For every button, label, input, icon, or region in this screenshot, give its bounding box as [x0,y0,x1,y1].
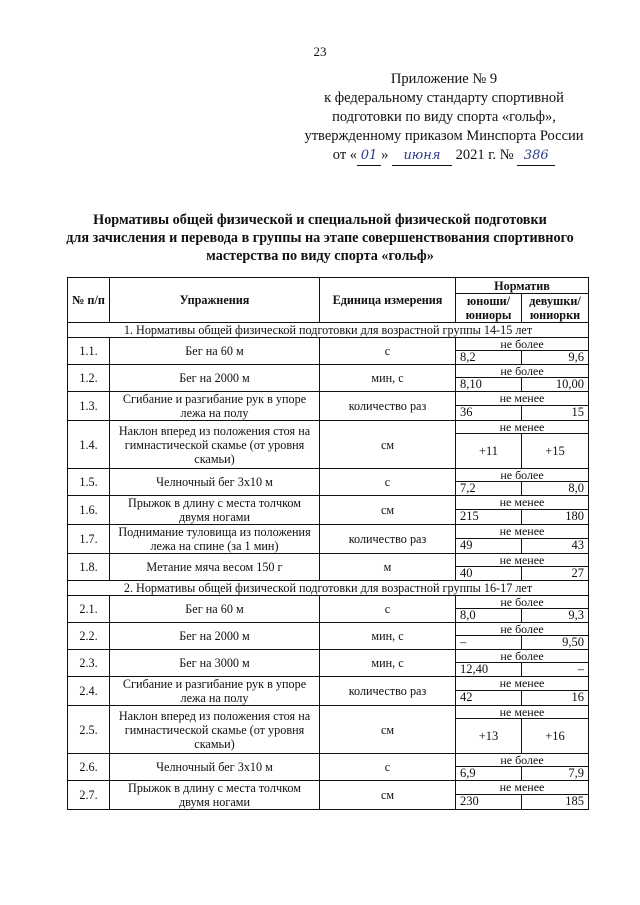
unit-of-measure: см [320,781,456,810]
table-row [68,554,589,567]
document-title [40,211,600,265]
norm-girls-value: 16 [522,690,589,705]
date-quote-close: » [381,147,389,163]
header-unit: Единица измерения [320,278,456,323]
row-number: 2.7. [68,781,110,810]
header-boys: юноши/ юниоры [456,294,522,323]
table-row [68,525,589,539]
unit-of-measure: с [320,596,456,623]
row-number: 2.4. [68,677,110,706]
exercise-name: Наклон вперед из положения стоя на гимнастической скамье (от уровня скамьи) [110,706,320,754]
table-row [68,469,589,482]
row-number: 1.1. [68,338,110,365]
table-row [68,365,589,378]
appendix-line-standard: к федеральному стандарту спортивной [324,90,564,106]
row-number: 1.6. [68,496,110,525]
norm-boys-value: 49 [456,538,522,553]
norms-table [67,277,589,810]
table-row [68,421,589,434]
unit-of-measure: мин, с [320,650,456,677]
table-row [68,781,589,795]
handwritten-month: июня [392,146,452,166]
norm-girls-value: +16 [522,719,589,754]
norm-condition: не менее [456,781,589,795]
norm-condition: не менее [456,554,589,567]
norm-condition: не менее [456,525,589,539]
exercise-name: Челночный бег 3х10 м [110,754,320,781]
exercise-name: Челночный бег 3х10 м [110,469,320,496]
norm-boys-value: 40 [456,567,522,581]
title-line-1: Нормативы общей физической и специальной физической подготовки [93,212,547,228]
appendix-title: Приложение № 9 [390,71,498,87]
table-row [68,706,589,719]
exercise-name: Бег на 3000 м [110,650,320,677]
table-row [68,392,589,406]
exercise-name: Сгибание и разгибание рук в упоре лежа на полу [110,392,320,421]
header-norm: Норматив [456,278,589,294]
row-number: 2.6. [68,754,110,781]
norm-girls-value: +15 [522,434,589,469]
norm-boys-value: +11 [456,434,522,469]
exercise-name: Метание мяча весом 150 г [110,554,320,581]
norm-girls-value: 27 [522,567,589,581]
row-number: 1.8. [68,554,110,581]
norm-boys-value: 7,2 [456,482,522,496]
norm-condition: не менее [456,706,589,719]
norm-girls-value: – [522,663,589,677]
table-row [68,754,589,767]
exercise-name: Бег на 60 м [110,338,320,365]
row-number: 2.5. [68,706,110,754]
table-row [68,338,589,351]
norm-boys-value: 230 [456,794,522,809]
appendix-line-sport: подготовки по виду спорта «гольф», [332,109,556,125]
norm-girls-value: 8,0 [522,482,589,496]
unit-of-measure: с [320,338,456,365]
unit-of-measure: м [320,554,456,581]
table-row [68,650,589,663]
norm-condition: не более [456,469,589,482]
norm-girls-value: 9,50 [522,636,589,650]
exercise-name: Поднимание туловища из положения лежа на спине (за 1 мин) [110,525,320,554]
table-body [68,323,589,810]
appendix-line-order: утвержденному приказом Минспорта России [304,128,584,144]
norm-girls-value: 9,6 [522,351,589,365]
norm-condition: не более [456,338,589,351]
norm-condition: не менее [456,392,589,406]
exercise-name: Бег на 2000 м [110,365,320,392]
norm-boys-value: +13 [456,719,522,754]
unit-of-measure: с [320,754,456,781]
norm-condition: не более [456,596,589,609]
appendix-date-line [284,146,604,166]
table-row [68,496,589,510]
exercise-name: Наклон вперед из положения стоя на гимнастической скамье (от уровня скамьи) [110,421,320,469]
norm-girls-value: 180 [522,509,589,524]
date-year: 2021 г. № [455,147,514,163]
norm-girls-value: 7,9 [522,767,589,781]
norm-girls-value: 43 [522,538,589,553]
row-number: 1.7. [68,525,110,554]
title-line-2: для зачисления и перевода в группы на этапе совершенствования спортивного [66,230,574,246]
section-row [68,581,589,596]
title-line-3: мастерства по виду спорта «гольф» [206,248,434,264]
norm-condition: не более [456,650,589,663]
exercise-name: Бег на 60 м [110,596,320,623]
norm-girls-value: 10,00 [522,378,589,392]
exercise-name: Прыжок в длину с места толчком двумя ногами [110,496,320,525]
norm-boys-value: 8,2 [456,351,522,365]
header-girls: девушки/ юниорки [522,294,589,323]
table-row [68,623,589,636]
norm-girls-value: 185 [522,794,589,809]
page-number: 23 [313,44,327,59]
norm-condition: не менее [456,421,589,434]
norm-boys-value: 215 [456,509,522,524]
norm-boys-value: – [456,636,522,650]
unit-of-measure: мин, с [320,623,456,650]
unit-of-measure: с [320,469,456,496]
norm-boys-value: 8,0 [456,609,522,623]
unit-of-measure: см [320,421,456,469]
norm-condition: не менее [456,677,589,691]
table-row [68,677,589,691]
norm-girls-value: 15 [522,405,589,420]
norm-condition: не более [456,623,589,636]
section-title: 1. Нормативы общей физической подготовки для возрастной группы 14-15 лет [68,323,589,338]
norm-boys-value: 8,10 [456,378,522,392]
row-number: 1.4. [68,421,110,469]
table-row [68,596,589,609]
row-number: 2.3. [68,650,110,677]
date-prefix: от « [332,147,358,163]
section-title: 2. Нормативы общей физической подготовки для возрастной группы 16-17 лет [68,581,589,596]
row-number: 1.5. [68,469,110,496]
unit-of-measure: см [320,706,456,754]
row-number: 2.2. [68,623,110,650]
norm-boys-value: 6,9 [456,767,522,781]
unit-of-measure: количество раз [320,392,456,421]
header-exercise: Упражнения [110,278,320,323]
row-number: 1.3. [68,392,110,421]
row-number: 2.1. [68,596,110,623]
row-number: 1.2. [68,365,110,392]
norm-boys-value: 36 [456,405,522,420]
exercise-name: Прыжок в длину с места толчком двумя ногами [110,781,320,810]
exercise-name: Бег на 2000 м [110,623,320,650]
handwritten-order-number: 386 [517,146,555,166]
header-num: № п/п [68,278,110,323]
norm-condition: не более [456,754,589,767]
unit-of-measure: количество раз [320,525,456,554]
norm-condition: не более [456,365,589,378]
exercise-name: Сгибание и разгибание рук в упоре лежа на полу [110,677,320,706]
unit-of-measure: см [320,496,456,525]
appendix-header [284,70,604,166]
norm-girls-value: 9,3 [522,609,589,623]
unit-of-measure: мин, с [320,365,456,392]
norm-boys-value: 12,40 [456,663,522,677]
norm-condition: не менее [456,496,589,510]
section-row [68,323,589,338]
unit-of-measure: количество раз [320,677,456,706]
handwritten-day: 01 [357,146,381,166]
norm-boys-value: 42 [456,690,522,705]
